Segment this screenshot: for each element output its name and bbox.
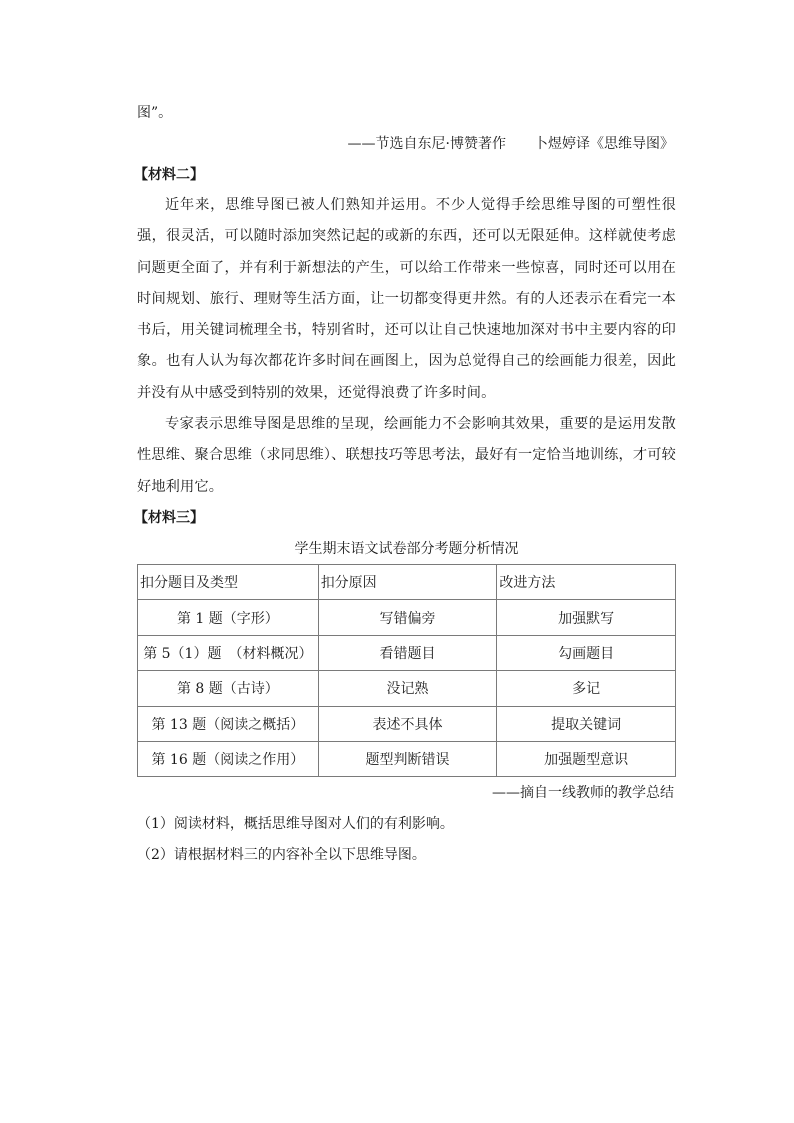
table-row — [138, 600, 676, 635]
table-cell: 第 1 题（字形） — [138, 600, 319, 635]
table-cell: 写错偏旁 — [318, 600, 497, 635]
table-row — [138, 635, 676, 670]
table-row — [138, 741, 676, 776]
table-cell: 第 13 题（阅读之概括） — [138, 706, 319, 741]
question-1: （1）阅读材料，概括思维导图对人们的有利影响。 — [137, 816, 454, 832]
table-cell: 第 5（1）题 （材料概况） — [138, 635, 319, 670]
top-fragment: 图”。 — [137, 105, 173, 121]
source-citation-material-1: ——节选自东尼·博赞著作 卜煜婷译《思维导图》 — [347, 136, 674, 152]
table-row — [138, 706, 676, 741]
header-deduction-reason: 扣分原因 — [318, 565, 497, 600]
table-cell: 提取关键词 — [497, 706, 676, 741]
analysis-table — [137, 564, 676, 777]
table-header-row — [138, 565, 676, 600]
material-2-paragraph-2: 专家表示思维导图是思维的呈现，绘画能力不会影响其效果，重要的是运用发散性思维、聚合思维（求同思维）、联想技巧等思考法，最好有一定恰当地训练，才可较好地利用它。 — [137, 416, 676, 495]
question-2: （2）请根据材料三的内容补全以下思维导图。 — [137, 847, 426, 863]
header-improvement-method: 改进方法 — [497, 565, 676, 600]
table-cell: 表述不具体 — [318, 706, 497, 741]
table-cell: 题型判断错误 — [318, 741, 497, 776]
table-cell: 没记熟 — [318, 671, 497, 706]
material-2-paragraph-1: 近年来，思维导图已被人们熟知并运用。不少人觉得手绘思维导图的可塑性很强，很灵活，可以随时添加突然记起的或新的东西，还可以无限延伸。这样就使考虑问题更全面了，并有利于新想法的产生，可以给工作带来一些惊喜，同时还可以用在时间规划、旅行、理财等生活方面，让一切都变得更井然。有的人还表示在看完一本书后，用关键词梳理全书，特别省时，还可以让自己快速地加深对书中主要内容的印象。也有人认为每次都花许多时间在画图上，因为总觉得自己的绘画能力很差，因此并没有从中感受到特别的效果，还觉得浪费了许多时间。 — [137, 197, 676, 401]
material-2-heading: 【材料二】 — [134, 167, 204, 183]
source-citation-material-3: ——摘自一线教师的教学总结 — [492, 785, 674, 801]
table-cell: 加强默写 — [497, 600, 676, 635]
table-cell: 看错题目 — [318, 635, 497, 670]
table-cell: 第 8 题（古诗） — [138, 671, 319, 706]
table-cell: 勾画题目 — [497, 635, 676, 670]
table-cell: 加强题型意识 — [497, 741, 676, 776]
header-deduction-item: 扣分题目及类型 — [138, 565, 319, 600]
table-cell: 多记 — [497, 671, 676, 706]
table-cell: 第 16 题（阅读之作用） — [138, 741, 319, 776]
material-3-heading: 【材料三】 — [134, 510, 204, 526]
table-title: 学生期末语文试卷部分考题分析情况 — [294, 541, 519, 557]
table-row — [138, 671, 676, 706]
